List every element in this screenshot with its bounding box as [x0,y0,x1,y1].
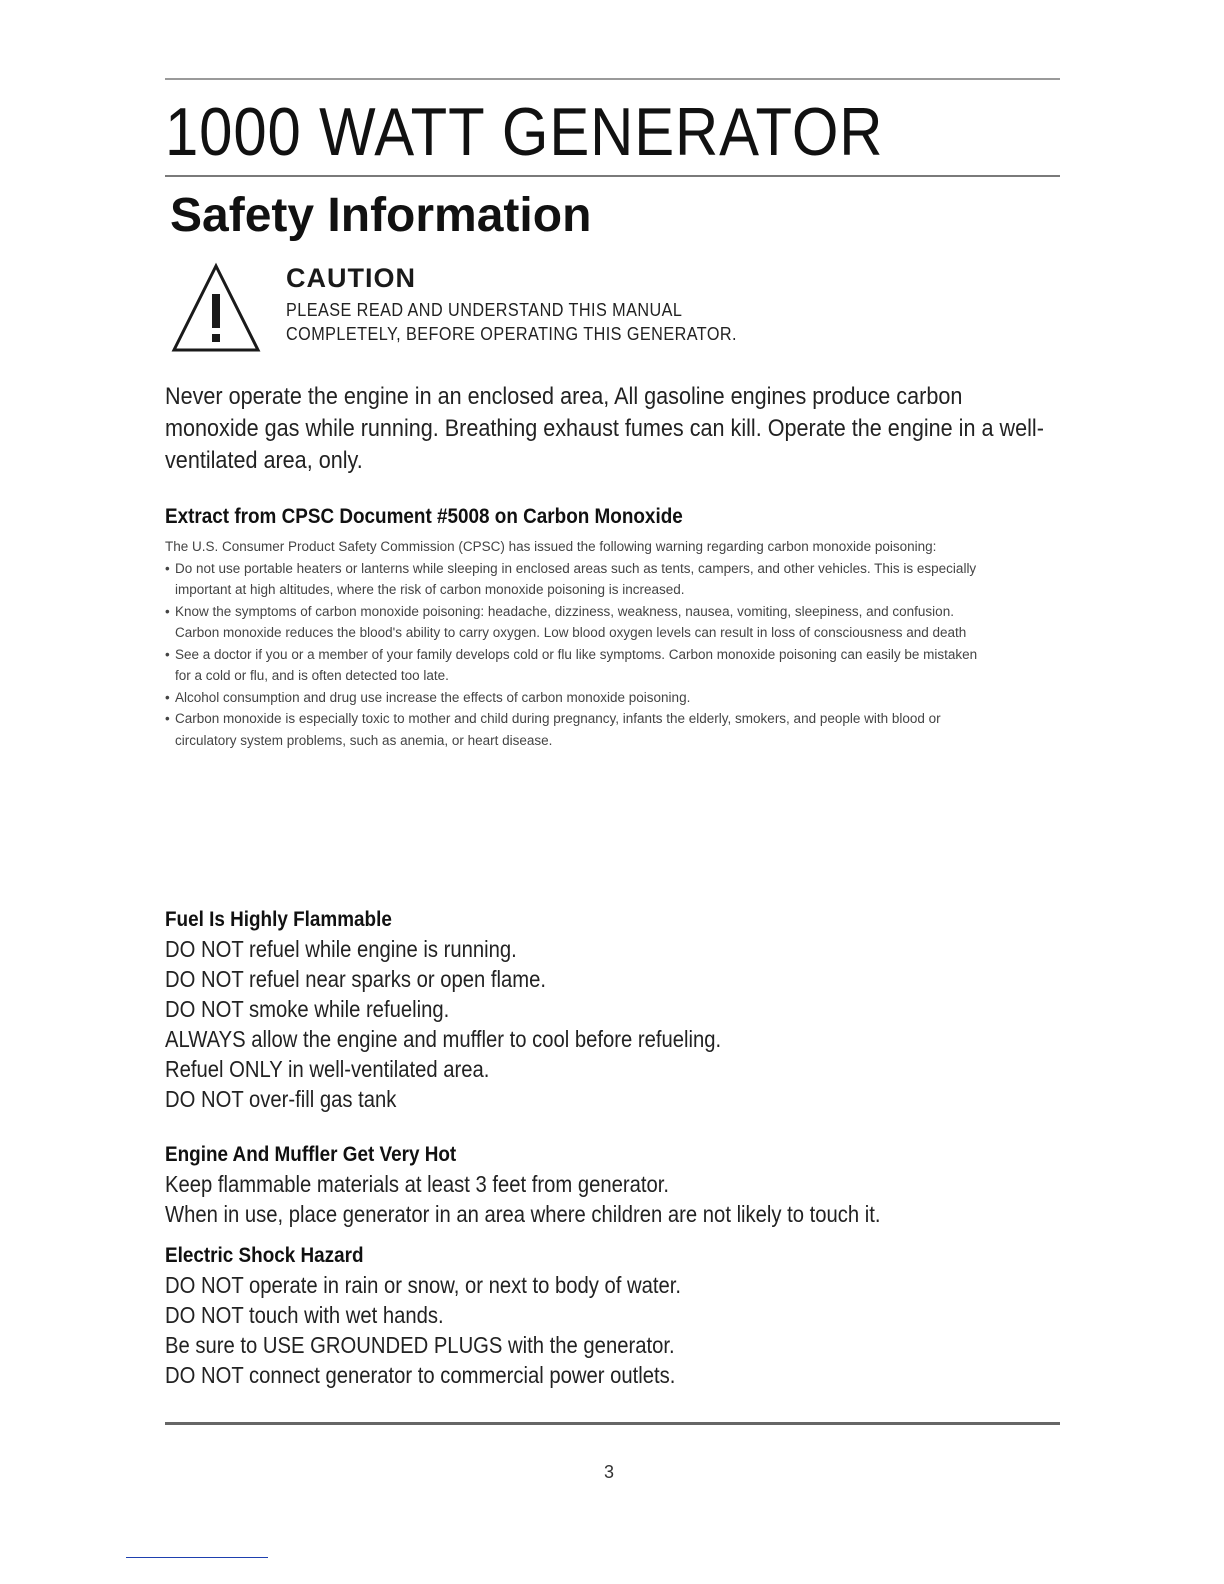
intro-paragraph: Never operate the engine in an enclosed area, All gasoline engines produce carbon monoxide gas while running. Breathing exhaust fumes can kill. Operate the engine in a well-ventilated area, only. [165,383,1044,474]
hazard-line: When in use, place generator in an area where children are not likely to touch it. [165,1201,881,1227]
hazard-line: Be sure to USE GROUNDED PLUGS with the generator. [165,1332,675,1358]
title-divider [165,175,1060,177]
extract-bullet: • See a doctor if you or a member of your family develops cold or flu like symptoms. Carbon monoxide poisoning can easily be mistaken for a cold or flu, and is often detected too late. [165,644,985,687]
hazard-line: ALWAYS allow the engine and muffler to cool before refueling. [165,1026,722,1052]
hazard-heading: Engine And Muffler Get Very Hot [165,1143,457,1166]
hazard-line: DO NOT refuel near sparks or open flame. [165,966,546,992]
hazard-list [165,1270,751,1390]
caution-line: PLEASE READ AND UNDERSTAND THIS MANUAL [286,300,683,320]
extract-bullet-list [165,558,985,752]
bottom-divider [165,1422,1060,1425]
hazard-line: DO NOT refuel while engine is running. [165,936,517,962]
extract-intro: The U.S. Consumer Product Safety Commission (CPSC) has issued the following warning regarding carbon monoxide poisoning: [165,539,937,554]
extract-bullet: • Do not use portable heaters or lanterns while sleeping in enclosed areas such as tents, campers, and other vehicles. This is especially important at high altitudes, where the risk of carbon monoxide poisoning is increased. [165,558,985,601]
hazard-electric-shock [165,1242,751,1390]
extract-bullet: • Alcohol consumption and drug use increase the effects of carbon monoxide poisoning. [165,687,985,709]
hazard-fuel-flammable [165,906,797,1114]
hazard-line: Keep flammable materials at least 3 feet from generator. [165,1171,670,1197]
hazard-list [165,1169,978,1229]
hazard-engine-hot [165,1141,978,1229]
document-title: 1000 WATT GENERATOR [165,94,884,170]
hazard-line: Refuel ONLY in well-ventilated area. [165,1056,490,1082]
page-number: 3 [604,1462,615,1482]
extract-bullet: • Know the symptoms of carbon monoxide poisoning: headache, dizziness, weakness, nausea, vomiting, sleepiness, and confusion. Carbon monoxide reduces the blood's ability to carry oxygen. Low blood oxygen levels can result in loss of consciousness and death [165,601,985,644]
extract-heading: Extract from CPSC Document #5008 on Carbon Monoxide [165,505,683,528]
warning-triangle-icon [170,262,262,354]
hazard-heading: Fuel Is Highly Flammable [165,908,392,931]
caution-heading: CAUTION [286,263,416,293]
caution-line: COMPLETELY, BEFORE OPERATING THIS GENERATOR. [286,324,737,344]
section-title: Safety Information [170,189,592,242]
footnote-divider [126,1557,268,1558]
caution-text [286,298,787,346]
hazard-line: DO NOT touch with wet hands. [165,1302,444,1328]
hazard-line: DO NOT over-fill gas tank [165,1086,397,1112]
top-divider [165,78,1060,80]
hazard-line: DO NOT connect generator to commercial power outlets. [165,1362,676,1388]
hazard-line: DO NOT smoke while refueling. [165,996,450,1022]
hazard-list [165,934,797,1114]
extract-bullet: • Carbon monoxide is especially toxic to mother and child during pregnancy, infants the elderly, smokers, and people with blood or circulatory system problems, such as anemia, or heart disease. [165,708,985,751]
hazard-line: DO NOT operate in rain or snow, or next to body of water. [165,1272,682,1298]
hazard-heading: Electric Shock Hazard [165,1244,364,1267]
extract-body [165,536,985,751]
